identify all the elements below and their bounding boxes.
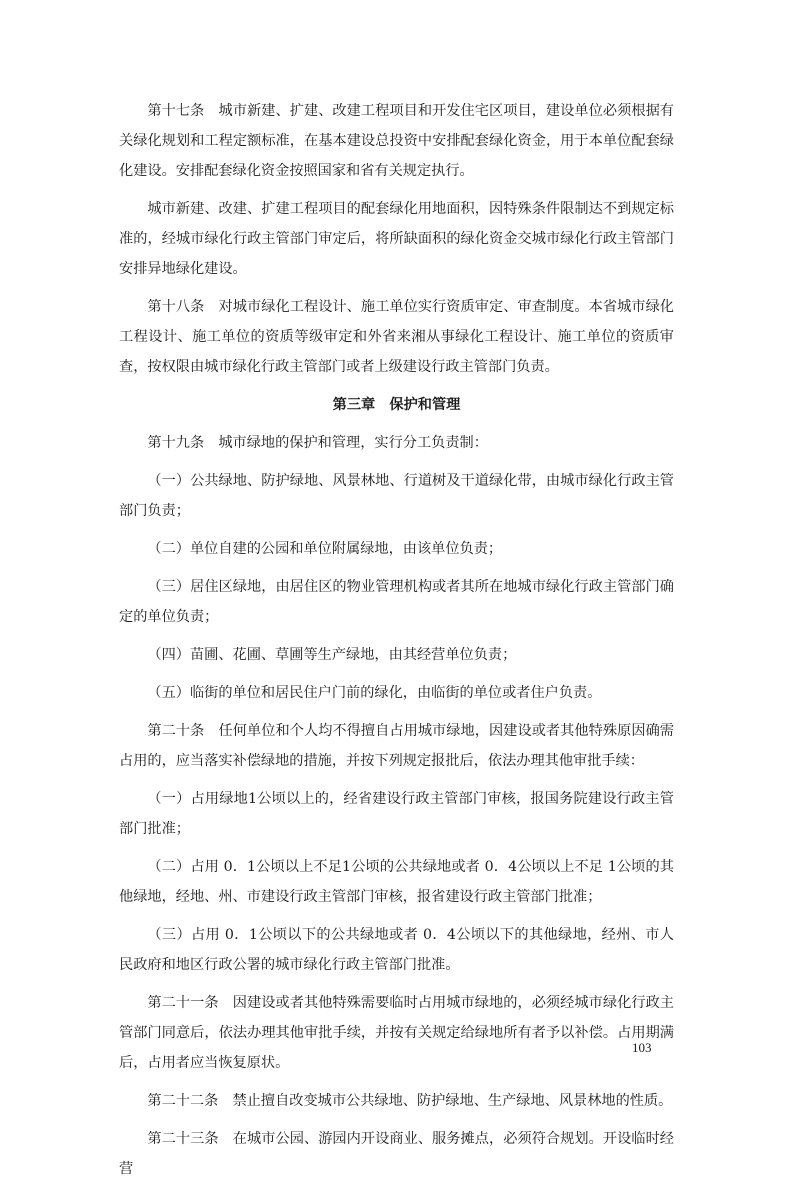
- article-22-paragraph: 第二十二条 禁止擅自改变城市公共绿地、防护绿地、生产绿地、风景林地的性质。: [147, 1093, 673, 1109]
- article-23-paragraph: 第二十三条 在城市公园、游园内开设商业、服务摊点，必须符合规划。开设临时经营: [119, 1131, 674, 1177]
- article-19-item-2: （二）单位自建的公园和单位附属绿地，由该单位负责；: [147, 541, 503, 557]
- article-20-item-3: （三）占用 0．1公顷以下的公共绿地或者 0．4公顷以下的其他绿地，经州、市人民政府和地区行政公署的城市绿化行政主管部门批准。: [119, 927, 674, 973]
- article-19-item-1: （一）公共绿地、防护绿地、风景林地、行道树及干道绿化带，由城市绿化行政主管部门负责；: [119, 473, 674, 519]
- article-17-paragraph: 第十七条 城市新建、扩建、改建工程项目和开发住宅区项目，建设单位必须根据有关绿化规划和工程定额标准，在基本建设总投资中安排配套绿化资金，用于本单位配套绿化建设。安排配套绿化资金按照国家和省有关规定执行。: [119, 103, 674, 179]
- document-body: [119, 96, 674, 1192]
- chapter-heading: 第三章 保护和管理: [332, 397, 461, 413]
- article-20-item-2: （二）占用 0．1公顷以上不足1公顷的公共绿地或者 0．4公顷以上不足 1公顷的其他绿地，经地、州、市建设行政主管部门审核，报省建设行政主管部门批准；: [119, 859, 674, 905]
- article-19-item-5: （五）临街的单位和居民住户门前的绿化，由临街的单位或者住户负责。: [147, 685, 602, 701]
- article-21-paragraph: 第二十一条 因建设或者其他特殊需要临时占用城市绿地的，必须经城市绿化行政主管部门同意后，依法办理其他审批手续，并按有关规定给绿地所有者予以补偿。占用期满后，占用者应当恢复原状。: [119, 995, 674, 1071]
- article-19-item-4: （四）苗圃、花圃、草圃等生产绿地，由其经营单位负责；: [147, 647, 517, 663]
- page-number: 103: [632, 1040, 652, 1055]
- article-19-paragraph: 第十九条 城市绿地的保护和管理，实行分工负责制：: [147, 435, 488, 451]
- article-17-continuation-paragraph: 城市新建、改建、扩建工程项目的配套绿化用地面积，因特殊条件限制达不到规定标准的，经城市绿化行政主管部门审定后，将所缺面积的绿化资金交城市绿化行政主管部门安排异地绿化建设。: [119, 201, 674, 277]
- article-20-item-1: （一）占用绿地1公顷以上的，经省建设行政主管部门审核，报国务院建设行政主管部门批准；: [119, 791, 674, 837]
- article-18-paragraph: 第十八条 对城市绿化工程设计、施工单位实行资质审定、审查制度。本省城市绿化工程设计、施工单位的资质等级审定和外省来湘从事绿化工程设计、施工单位的资质审查，按权限由城市绿化行政主管部门或者上级建设行政主管部门负责。: [119, 299, 674, 375]
- article-20-paragraph: 第二十条 任何单位和个人均不得擅自占用城市绿地，因建设或者其他特殊原因确需占用的，应当落实补偿绿地的措施，并按下列规定报批后，依法办理其他审批手续：: [119, 723, 674, 769]
- article-19-item-3: （三）居住区绿地，由居住区的物业管理机构或者其所在地城市绿化行政主管部门确定的单位负责；: [119, 579, 674, 625]
